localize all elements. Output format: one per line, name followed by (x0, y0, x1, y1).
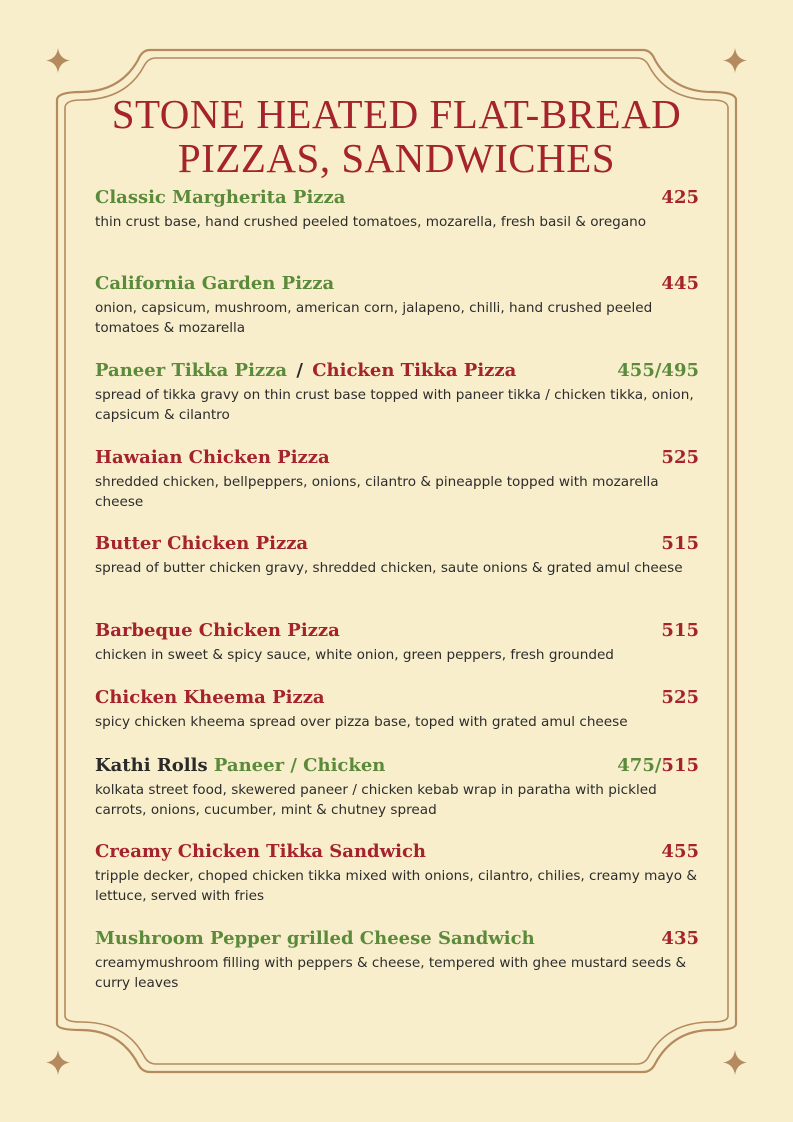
menu-item-hawaian-chicken (95, 446, 699, 512)
menu-title-line-2: PIZZAS, SANDWICHES (177, 135, 616, 181)
item-description: onion, capsicum, mushroom, american corn, jalapeno, chilli, hand crushed peeled tomatoes & mozarella (95, 300, 653, 336)
item-name: Creamy Chicken Tikka Sandwich (95, 841, 427, 862)
item-name: Butter Chicken Pizza (95, 533, 309, 554)
item-name-nonveg: Chicken Tikka Pizza (312, 360, 517, 381)
item-price: 525 (661, 447, 699, 468)
item-name: Barbeque Chicken Pizza (95, 620, 340, 641)
item-name: Hawaian Chicken Pizza (95, 447, 330, 468)
item-name: Classic Margherita Pizza (95, 187, 346, 208)
item-description: creamymushroom filling with peppers & cheese, tempered with ghee mustard seeds & curry leaves (95, 955, 687, 991)
item-price-nonveg: 495 (661, 360, 699, 381)
item-description: spread of butter chicken gravy, shredded chicken, saute onions & grated amul cheese (95, 560, 683, 576)
item-name: Mushroom Pepper grilled Cheese Sandwich (95, 928, 535, 949)
sparkle-icon-bottom-right (723, 1050, 747, 1075)
item-description: thin crust base, hand crushed peeled tomatoes, mozarella, fresh basil & oregano (95, 214, 647, 230)
menu-item-barbeque-chicken (95, 619, 699, 666)
item-price: 455 (661, 841, 699, 862)
item-name: Kathi Rolls (95, 755, 208, 776)
menu-item-chicken-kheema (95, 686, 699, 733)
sparkle-icon-top-left (46, 48, 70, 73)
item-price-veg: 455 (617, 360, 655, 381)
item-price-nonveg: 515 (661, 755, 699, 776)
menu-item-tikka-pizza (95, 359, 699, 425)
item-description: spread of tikka gravy on thin crust base topped with paneer tikka / chicken tikka, onion, capsicum & cilantro (95, 387, 694, 423)
item-price: 525 (661, 687, 699, 708)
item-price: 515 (661, 620, 699, 641)
menu-item-classic-margherita (95, 186, 699, 233)
item-name-separator: / (296, 360, 303, 381)
item-description: kolkata street food, skewered paneer / chicken kebab wrap in paratha with pickled carrots, onions, cucumber, mint & chutney spread (95, 782, 657, 818)
item-price: 435 (661, 928, 699, 949)
item-description: spicy chicken kheema spread over pizza base, toped with grated amul cheese (95, 714, 628, 730)
item-name: California Garden Pizza (95, 273, 335, 294)
sparkle-icon-top-right (723, 48, 747, 73)
item-price: 425 (661, 187, 699, 208)
item-description: chicken in sweet & spicy sauce, white onion, green peppers, fresh grounded (95, 647, 614, 663)
item-name: Chicken Kheema Pizza (95, 687, 325, 708)
item-description: tripple decker, choped chicken tikka mixed with onions, cilantro, chilies, creamy mayo & lettuce, served with fries (95, 868, 697, 904)
item-price-separator: / (654, 755, 662, 776)
menu-title (0, 92, 793, 180)
item-price: 515 (661, 533, 699, 554)
item-price-veg: 475 (617, 755, 655, 776)
menu-item-mushroom-pepper-sandwich (95, 927, 699, 993)
item-name-veg: Paneer Tikka Pizza (95, 360, 288, 381)
menu-item-california-garden (95, 272, 699, 338)
menu-item-creamy-chicken-tikka-sandwich (95, 840, 699, 906)
menu-item-butter-chicken (95, 532, 699, 579)
item-variants: Paneer / Chicken (213, 755, 386, 776)
item-price: 445 (661, 273, 699, 294)
item-price-separator: / (654, 360, 662, 381)
sparkle-icon-bottom-left (46, 1050, 70, 1075)
menu-title-line-1: STONE HEATED FLAT-BREAD (111, 91, 682, 137)
menu-item-kathi-rolls (95, 754, 699, 820)
item-description: shredded chicken, bellpeppers, onions, cilantro & pineapple topped with mozarella cheese (95, 474, 659, 510)
